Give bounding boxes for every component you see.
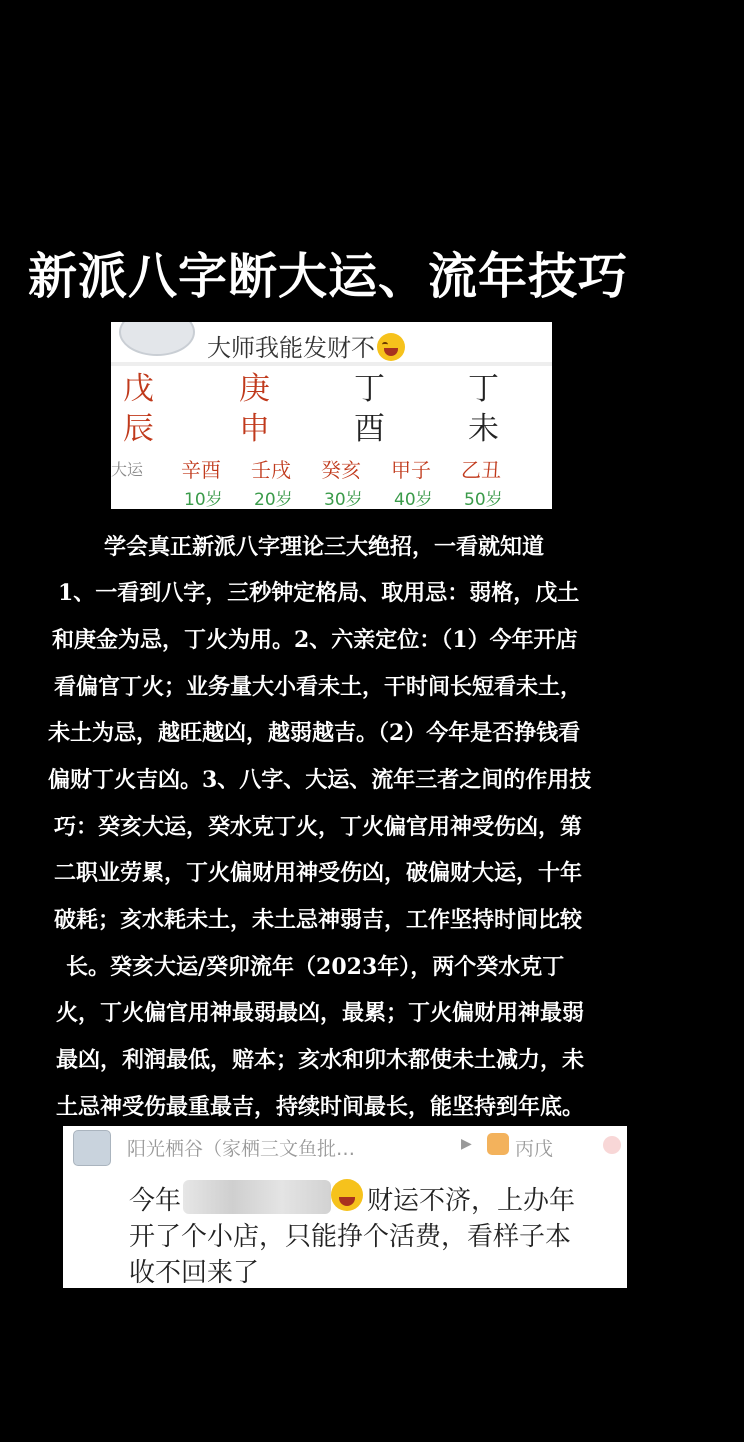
comment-text: 开了个小店，只能挣个活费，看样子本 bbox=[129, 1222, 572, 1252]
avatar bbox=[73, 1130, 111, 1166]
pillar-stem: 丁 bbox=[468, 371, 499, 407]
pillar-stem: 丁 bbox=[354, 371, 385, 407]
body-line: 火，丁火偏官用神最弱最凶，最累；丁火偏财用神最弱 bbox=[56, 1000, 585, 1026]
play-arrow-icon: ▶ bbox=[461, 1136, 472, 1152]
pillar-stem: 戊 bbox=[123, 371, 154, 407]
body-heading: 学会真正新派八字理论三大绝招，一看就知道 bbox=[104, 534, 545, 560]
question-text bbox=[207, 328, 405, 363]
username: 阳光栖谷（家栖三文鱼批… bbox=[127, 1138, 356, 1160]
age-label: 10岁 bbox=[184, 490, 223, 509]
pillar-branch: 酉 bbox=[354, 411, 385, 447]
dayun-label: 大运 bbox=[111, 460, 144, 479]
age-label: 40岁 bbox=[394, 490, 433, 509]
pig-icon bbox=[603, 1136, 621, 1154]
dayun-item: 壬戌 bbox=[251, 458, 291, 482]
dayun-item: 癸亥 bbox=[321, 458, 361, 482]
comment-text: 今年 bbox=[129, 1186, 182, 1216]
question-label: 大师我能发财不 bbox=[207, 334, 375, 362]
body-line: 最凶，利润最低，赔本；亥水和卯木都使未土减力，未 bbox=[56, 1047, 585, 1073]
age-label: 20岁 bbox=[254, 490, 293, 509]
dayun-item: 辛酉 bbox=[181, 458, 221, 482]
body-line: 土忌神受伤最重最吉，持续时间最长，能坚持到年底。 bbox=[56, 1094, 585, 1120]
comment-text: 收不回来了 bbox=[129, 1258, 260, 1288]
laughing-emoji-icon bbox=[377, 333, 405, 361]
comment-text: 财运不济，上办年 bbox=[367, 1186, 576, 1216]
user-tag: 丙戊 bbox=[515, 1138, 554, 1160]
pillar-branch: 申 bbox=[239, 411, 270, 447]
page-title: 新派八字断大运、流年技巧 bbox=[28, 247, 629, 305]
body-line: 1、一看到八字，三秒钟定格局、取用忌：弱格，戊土 bbox=[58, 580, 580, 606]
pillar-branch: 未 bbox=[468, 411, 499, 447]
body-line: 未土为忌，越旺越凶，越弱越吉。（2）今年是否挣钱看 bbox=[48, 720, 581, 746]
body-line: 巧：癸亥大运，癸水克丁火，丁火偏官用神受伤凶，第 bbox=[54, 814, 583, 840]
dayun-item: 甲子 bbox=[391, 458, 431, 482]
body-line: 和庚金为忌，丁火为用。2、六亲定位：（1）今年开店 bbox=[52, 627, 578, 653]
pillar-stem: 庚 bbox=[239, 371, 270, 407]
dayun-item: 乙丑 bbox=[461, 458, 501, 482]
pillar-branch: 辰 bbox=[123, 411, 154, 447]
avatar bbox=[119, 322, 195, 356]
body-line: 破耗；亥水耗未土，未土忌神弱吉，工作坚持时间比较 bbox=[54, 907, 583, 933]
body-line: 看偏官丁火；业务量大小看未土，干时间长短看未土， bbox=[54, 674, 583, 700]
body-line: 长。癸亥大运/癸卯流年（2023年），两个癸水克丁 bbox=[66, 954, 565, 980]
body-line: 偏财丁火吉凶。3、八字、大运、流年三者之间的作用技 bbox=[48, 767, 592, 793]
age-label: 30岁 bbox=[324, 490, 363, 509]
bazi-card bbox=[111, 322, 552, 509]
blurred-redaction bbox=[183, 1180, 331, 1214]
cat-badge-icon bbox=[487, 1133, 509, 1155]
divider bbox=[111, 362, 552, 366]
age-label: 50岁 bbox=[464, 490, 503, 509]
laughing-emoji-icon bbox=[331, 1179, 363, 1211]
body-line: 二职业劳累，丁火偏财用神受伤凶，破偏财大运，十年 bbox=[54, 860, 583, 886]
comment-card bbox=[63, 1126, 627, 1288]
